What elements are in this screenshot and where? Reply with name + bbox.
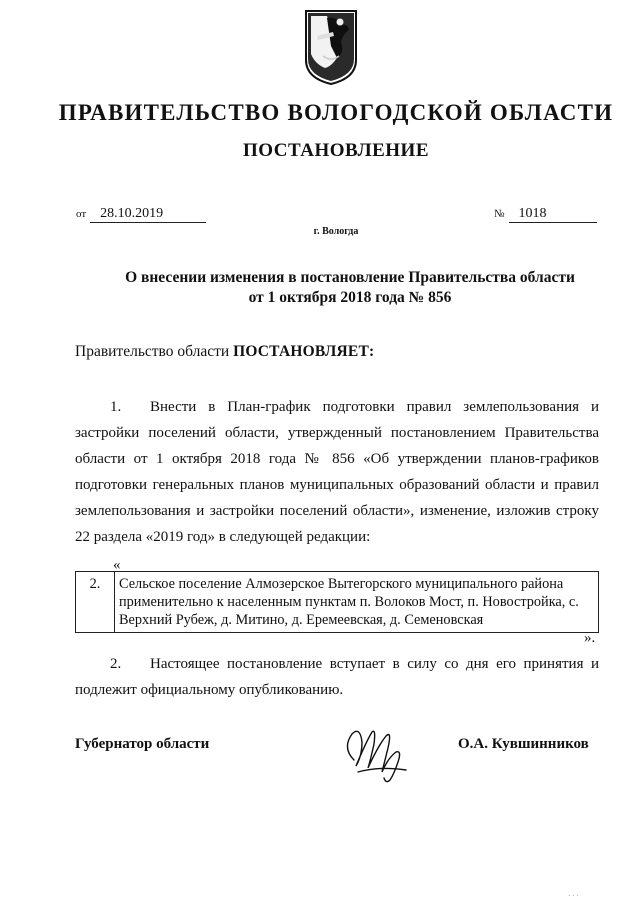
date-row xyxy=(76,206,206,223)
number-row xyxy=(494,206,597,223)
table-cell-number: 2. xyxy=(76,572,115,633)
handwritten-signature-icon xyxy=(340,722,412,786)
signatory-name: О.А. Кувшинников xyxy=(458,736,589,752)
paragraph-2 xyxy=(75,651,599,703)
city: г. Вологда xyxy=(313,226,359,237)
table-cell-text: Сельское поселение Алмозерское Вытегорского муниципального района применительно к населенным пунктам п. Волоков Мост, п. Новостройка, с. Верхний Рубеж, д. Митино, д. Еремеевская, д. Семеновская xyxy=(115,572,599,633)
date-label: от xyxy=(76,208,87,220)
coat-of-arms-icon xyxy=(303,8,359,86)
amendment-table xyxy=(75,571,599,633)
document-subject xyxy=(60,268,640,308)
document-number: 1018 xyxy=(509,206,597,223)
quote-open: « xyxy=(113,557,121,573)
paragraph-text: Внести в План-график подготовки правил землепользования и застройки поселений области, утвержденный постановлением Правительства области от 1 октября 2018 года № 856 «Об утверждении планов-графиков подготовки генеральных планов муниципальных образований области и правил землепользования и застройки поселений области», изменение, изложив строку 22 раздела «2019 год» в следующей редакции: xyxy=(75,399,599,545)
document-type: ПОСТАНОВЛЕНИЕ xyxy=(242,140,430,161)
table-row xyxy=(76,572,599,633)
number-label: № xyxy=(494,208,505,220)
quote-close: ». xyxy=(584,630,596,646)
paragraph-1 xyxy=(75,394,599,550)
subject-line-2: от 1 октября 2018 года № 856 xyxy=(248,289,452,306)
signatory-post: Губернатор области xyxy=(75,736,210,752)
subject-line-1: О внесении изменения в постановление Правительства области xyxy=(125,269,575,286)
government-title: ПРАВИТЕЛЬСТВО ВОЛОГОДСКОЙ ОБЛАСТИ xyxy=(58,100,614,125)
paragraph-number: 2. xyxy=(110,656,122,672)
preamble xyxy=(75,343,374,361)
preamble-keyword: ПОСТАНОВЛЯЕТ: xyxy=(233,343,375,360)
scan-marks: · · · xyxy=(568,892,579,900)
document-date: 28.10.2019 xyxy=(90,206,206,223)
paragraph-number: 1. xyxy=(110,399,122,415)
paragraph-text: Настоящее постановление вступает в силу со дня его принятия и подлежит официальному опубликованию. xyxy=(75,656,599,698)
preamble-text: Правительство области xyxy=(75,343,230,360)
